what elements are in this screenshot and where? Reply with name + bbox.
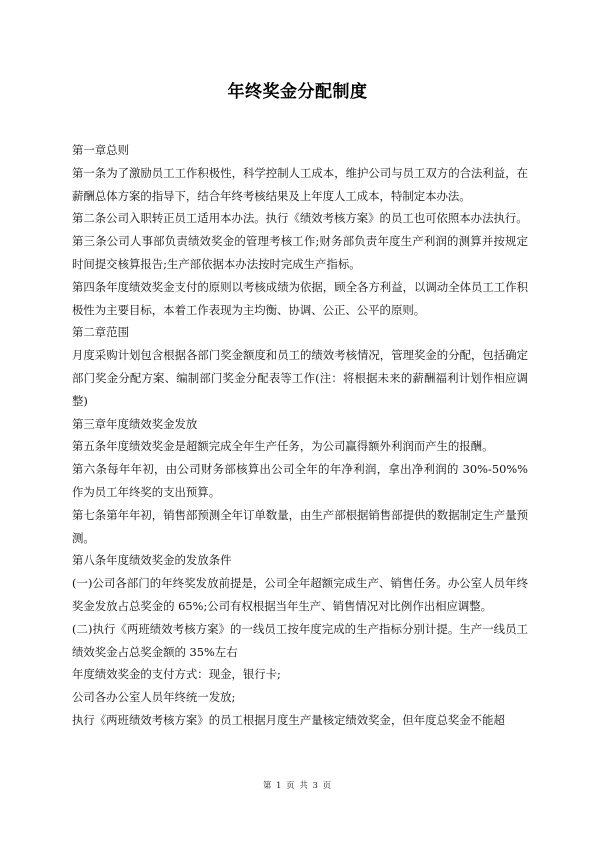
paragraph: 执行《两班绩效考核方案》的员工根据月度生产量核定绩效奖金，但年度总奖金不能超 [72, 712, 505, 727]
paragraph: 月度采购计划包含根据各部门奖金额度和员工的绩效考核情况，管理奖金的分配，包括确定部门奖金分配方案、编制部门奖金分配表等工作(注：将根据未来的薪酬福利计划作相应调整) [72, 348, 528, 408]
paragraph: 第四条年度绩效奖金支付的原则以考核成绩为依据，顾全各方利益，以调动全体员工工作积极性为主要目标，本着工作表现为主均衡、协调、公正、公平的原则。 [72, 279, 528, 317]
paragraph: (二)执行《两班绩效考核方案》的一线员工按年度完成的生产指标分别计提。生产一线员工绩效奖金占总奖金额的 35%左右 [72, 621, 528, 659]
chapter-heading: 第三章年度绩效奖金发放 [72, 416, 198, 431]
paragraph: 公司各办公室人员年终统一发放; [72, 690, 236, 705]
document-body [72, 139, 528, 732]
paragraph: 第八条年度绩效奖金的发放条件 [72, 553, 232, 568]
paragraph: 第一条为了激励员工工作积极性，科学控制人工成本，维护公司与员工双方的合法利益，在薪酬总体方案的指导下，结合年终考核结果及上年度人工成本，特制定本办法。 [72, 165, 528, 203]
paragraph: 第五条年度绩效奖金是超额完成全年生产任务，为公司赢得额外利润而产生的报酬。 [72, 439, 494, 454]
paragraph: (一)公司各部门的年终奖发放前提是，公司全年超额完成生产、销售任务。办公室人员年终奖金发放占总奖金的 65%;公司有权根据当年生产、销售情况对比例作出相应调整。 [72, 576, 528, 613]
paragraph: 年度绩效奖金的支付方式：现金，银行卡; [72, 667, 281, 682]
page-number-footer: 第 1 页 共 3 页 [262, 781, 333, 791]
paragraph: 第二条公司入职转正员工适用本办法。执行《绩效考核方案》的员工也可依照本办法执行。 [72, 211, 528, 226]
paragraph: 第七条第年年初，销售部预测全年订单数量，由生产部根据销售部提供的数据制定生产量预测。 [72, 507, 528, 545]
paragraph: 第六条每年年初，由公司财务部核算出公司全年的年净利润，拿出净利润的 30%-50%%作为员工年终奖的支出预算。 [72, 462, 528, 499]
chapter-heading: 第二章范围 [72, 325, 129, 340]
paragraph: 第三条公司人事部负责绩效奖金的管理考核工作;财务部负责年度生产利润的测算并按规定时间提交核算报告;生产部依据本办法按时完成生产指标。 [72, 234, 528, 271]
document-title: 年终奖金分配制度 [227, 82, 368, 102]
chapter-heading: 第一章总则 [72, 143, 129, 157]
